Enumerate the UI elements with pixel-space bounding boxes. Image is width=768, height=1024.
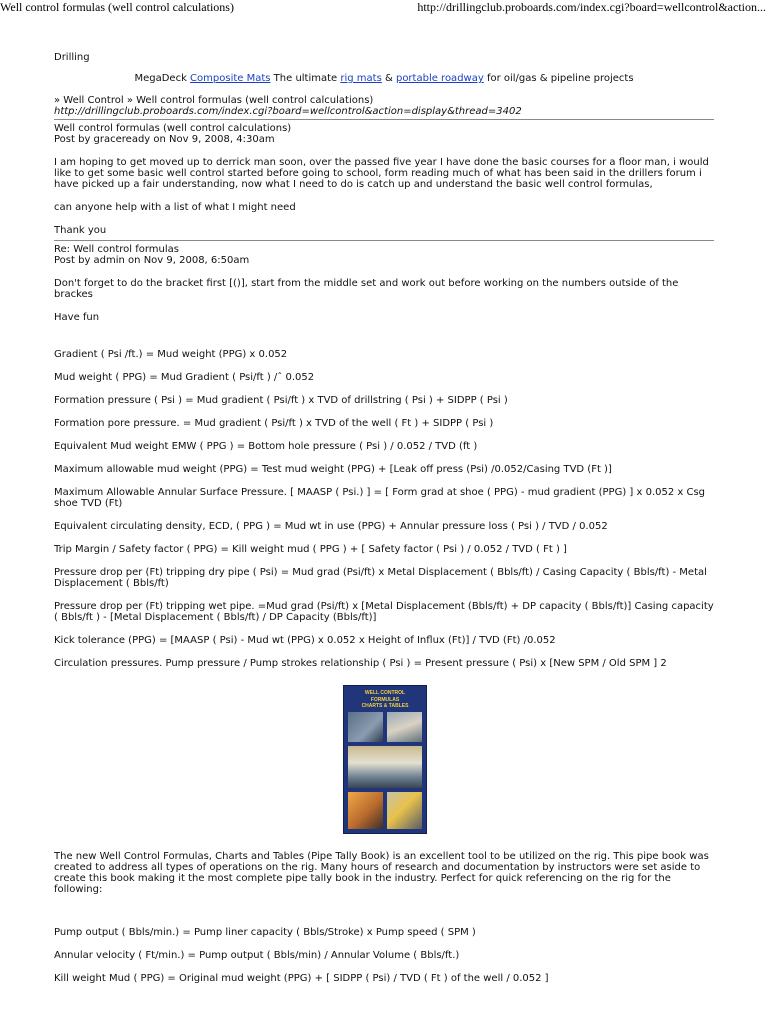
print-page-title: Well control formulas (well control calculations) (0, 0, 234, 14)
divider (54, 240, 714, 241)
formula-line: Maximum Allowable Annular Surface Pressure. [ MAASP ( Psi.) ] = [ Form grad at shoe ( PPG) - mud gradient (PPG) ] x 0.052 x Csg shoe TVD (Ft) (54, 487, 706, 509)
book-photo-pipe (387, 712, 422, 742)
post-paragraph: Thank you (54, 225, 107, 236)
book-title-line: CHARTS & TABLES (361, 703, 409, 709)
print-header (0, 0, 768, 18)
sponsor-line (54, 73, 714, 84)
formula-line: Circulation pressures. Pump pressure / Pump strokes relationship ( Psi ) = Present pressure ( Psi) x [New SPM / Old SPM ] 2 (54, 658, 667, 669)
post-paragraph: Have fun (54, 312, 100, 323)
site-name: Drilling (54, 52, 90, 63)
print-page-url: http://drillingclub.proboards.com/index.cgi?board=wellcontrol&action... (417, 0, 766, 14)
composite-mats-link[interactable]: Composite Mats (190, 73, 271, 84)
book-image-wrap (54, 685, 714, 837)
sponsor-suffix: for oil/gas & pipeline projects (483, 73, 634, 84)
formula-line: Equivalent circulating density, ECD, ( PPG ) = Mud wt in use (PPG) + Annular pressure loss ( Psi ) / TVD / 0.052 (54, 521, 608, 532)
book-title-line: FORMULAS (370, 696, 400, 703)
book-description: The new Well Control Formulas, Charts and Tables (Pipe Tally Book) is an excellent tool to be utilized on the rig. This pipe book was created to address all types of operations on the rig. Many hours of research and documentation by instructors were set aside to create this book making it the most complete pipe tally book in the industry. Perfect for quick referencing on the rig for the following: (54, 851, 709, 895)
formula-line: Pressure drop per (Ft) tripping dry pipe ( Psi) = Mud grad (Psi/ft) x Metal Displacement ( Bbls/ft) / Casing Capacity ( Bbls/ft) - Metal Displacement ( Bbls/ft) (54, 567, 707, 589)
divider (54, 119, 714, 120)
formula-line: Annular velocity ( Ft/min.) = Pump output ( Bbls/min) / Annular Volume ( Bbls/ft.) (54, 950, 460, 961)
formula-line: Mud weight ( PPG) = Mud Gradient ( Psi/ft ) /ˆ 0.052 (54, 372, 315, 383)
book-photo-crane (387, 792, 422, 829)
sponsor-prefix: MegaDeck (134, 73, 191, 84)
post-2 (54, 244, 714, 984)
page-content (54, 52, 714, 996)
post-title: Well control formulas (well control calculations) (54, 123, 292, 134)
formula-line: Formation pore pressure. = Mud gradient ( Psi/ft ) x TVD of the well ( Ft ) + SIDPP ( Psi ) (54, 418, 494, 429)
sponsor-middle-1: The ultimate (270, 73, 341, 84)
post-meta: Post by admin on Nov 9, 2008, 6:50am (54, 255, 250, 266)
book-cover-image (343, 685, 427, 834)
formula-line: Trip Margin / Safety factor ( PPG) = Kill weight mud ( PPG ) + [ Safety factor ( Psi ) / 0.052 / TVD ( Ft ) ] (54, 544, 567, 555)
post-title: Re: Well control formulas (54, 244, 179, 255)
formula-line: Gradient ( Psi /ft.) = Mud weight (PPG) x 0.052 (54, 349, 288, 360)
breadcrumb: » Well Control » Well control formulas (well control calculations) (54, 95, 374, 106)
post-1 (54, 123, 714, 236)
post-paragraph: can anyone help with a list of what I might need (54, 202, 296, 213)
book-photo-platform (348, 746, 422, 788)
formula-line: Equivalent Mud weight EMW ( PPG ) = Bottom hole pressure ( Psi ) / 0.052 / TVD (ft ) (54, 441, 478, 452)
spacer (54, 335, 714, 349)
formula-line: Formation pressure ( Psi ) = Mud gradient ( Psi/ft ) x TVD of drillstring ( Psi ) + SIDPP ( Psi ) (54, 395, 508, 406)
rig-mats-link[interactable]: rig mats (340, 73, 382, 84)
book-title-line: WELL CONTROL (364, 690, 406, 696)
formula-line: Kill weight Mud ( PPG) = Original mud weight (PPG) + [ SIDPP ( Psi) / TVD ( Ft ) of the well / 0.052 ] (54, 973, 549, 984)
book-photo-flare (348, 792, 383, 829)
portable-roadway-link[interactable]: portable roadway (395, 73, 484, 84)
formula-line: Kick tolerance (PPG) = [MAASP ( Psi) - Mud wt (PPG) x 0.052 x Height of Influx (Ft)] / TVD (Ft) /0.052 (54, 635, 556, 646)
spacer (54, 907, 714, 927)
sponsor-middle-2: & (381, 73, 396, 84)
thread-url: http://drillingclub.proboards.com/index.cgi?board=wellcontrol&action=display&thread=3402 (54, 106, 522, 117)
book-photo-rig (348, 712, 383, 742)
post-paragraph: Don't forget to do the bracket first [()], start from the middle set and work out before working on the numbers outside of the brackes (54, 278, 679, 300)
post-paragraph: I am hoping to get moved up to derrick man soon, over the passed five year I have done the basic courses for a floor man, i would like to get some basic well control started before going to school, form reading much of what has been said in the drillers forum i have picked up a fair understanding, now what I need to do is catch up and understand the basic well control formulas, (54, 157, 709, 190)
book-cover-title (344, 690, 426, 710)
post-meta: Post by graceready on Nov 9, 2008, 4:30am (54, 134, 275, 145)
formula-line: Pressure drop per (Ft) tripping wet pipe. =Mud grad (Psi/ft) x [Metal Displacement (Bbls/ft) + DP capacity ( Bbls/ft)] Casing capacity ( Bbls/ft ) - [Metal Displacement ( Bbls/ft) / DP Capacity (Bbls/ft)] (54, 601, 714, 623)
formula-line: Maximum allowable mud weight (PPG) = Test mud weight (PPG) + [Leak off press (Psi) /0.052/Casing TVD (Ft )] (54, 464, 612, 475)
formula-line: Pump output ( Bbls/min.) = Pump liner capacity ( Bbls/Stroke) x Pump speed ( SPM ) (54, 927, 476, 938)
